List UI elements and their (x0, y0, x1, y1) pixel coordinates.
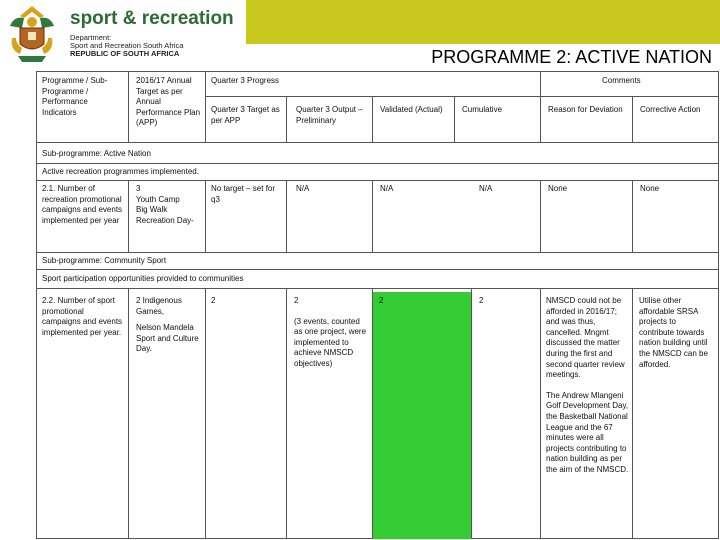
row2-reason-b: The Andrew Mlangeni Golf Development Day, the Basketball National League and the 67 minutes were all projects contributing to nation building as per the aim of the NMSCD. (546, 390, 629, 474)
row1-annual-target-item: Big Walk (136, 205, 168, 215)
row1-q3-output: N/A (296, 184, 310, 193)
col-divider-4-header (372, 96, 373, 143)
header-row-divider (36, 142, 719, 143)
col-divider-7-row2 (632, 288, 633, 539)
page-title: PROGRAMME 2: ACTIVE NATION (431, 47, 712, 67)
row2-q3-output-note: (3 events, counted as one project, were implemented to achieve NMSCD objectives) (294, 316, 367, 368)
col-header-validated: Validated (Actual) (380, 105, 443, 114)
col-divider-7-header (632, 96, 633, 143)
row2-q3-target: 2 (211, 296, 216, 305)
col-header-q3-output: Quarter 3 Output – Preliminary (296, 105, 363, 125)
row2-reason-a: NMSCD could not be afforded in 2016/17; and was thus, cancelled. Mngmt discussed the matter during the first and second quarter review meetings. (546, 296, 625, 380)
section1-objective-divider (36, 180, 719, 181)
table-border-top (36, 71, 719, 72)
row2-reason (546, 296, 630, 476)
header (0, 0, 720, 72)
row2-annual-target-b: Nelson Mandela Sport and Culture Day. (136, 323, 199, 354)
row2-cumulative: 2 (479, 296, 484, 305)
col-divider-4-row1 (372, 180, 373, 253)
col-header-corrective: Corrective Action (640, 105, 701, 114)
row1-q3-target: No target – set for q3 (211, 184, 276, 204)
row2-validated: 2 (379, 296, 384, 305)
section2-title-divider (36, 269, 719, 270)
section1-title-divider (36, 163, 719, 164)
row1-indicator: 2.1. Number of recreation promotional campaigns and events implemented per year (42, 184, 123, 225)
logo-area (0, 0, 246, 72)
col-divider-1-header (128, 71, 129, 143)
row2-annual-target-a: 2 Indigenous Games, (136, 296, 182, 316)
col-divider-1-row2 (128, 288, 129, 539)
section1-objective: Active recreation programmes implemented. (42, 167, 199, 176)
row1-validated: N/A (380, 184, 394, 193)
row1-reason: None (548, 184, 568, 193)
col-divider-7-row1 (632, 180, 633, 253)
col-divider-3-header (286, 96, 287, 143)
row1-divider (36, 252, 719, 253)
col-header-indicator: Programme / Sub-Programme / Performance Indicators (42, 76, 108, 117)
col-divider-2-header (205, 71, 206, 143)
table-border-right (718, 71, 719, 539)
col-header-reason: Reason for Deviation (548, 105, 623, 114)
progress-subheader-divider (205, 96, 719, 97)
col-divider-5-row2 (471, 288, 472, 539)
col-divider-3-row1 (286, 180, 287, 253)
brand-name: sport & recreation (70, 8, 234, 29)
row2-corrective: Utilise other affordable SRSA projects to contribute towards nation building until the NMSCD can be afforded. (639, 296, 708, 369)
col-divider-2-row2 (205, 288, 206, 539)
col-header-comments: Comments (602, 76, 641, 85)
republic-label: REPUBLIC OF SOUTH AFRICA (70, 49, 180, 58)
col-divider-2-row1 (205, 180, 206, 253)
row2-indicator: 2.2. Number of sport promotional campaigns and events implemented per year. (42, 296, 123, 337)
department-block (70, 34, 183, 58)
row1-corrective: None (640, 184, 660, 193)
section2-objective: Sport participation opportunities provided to communities (42, 274, 244, 283)
row1-annual-target-item: Recreation Day- (136, 215, 194, 225)
coat-of-arms-icon (4, 4, 60, 66)
col-header-q3-progress: Quarter 3 Progress (211, 76, 280, 85)
table-border-left (36, 71, 37, 539)
col-header-q3-target: Quarter 3 Target as per APP (211, 105, 280, 125)
col-divider-1-row1 (128, 180, 129, 253)
col-divider-5-header (454, 96, 455, 143)
row1-annual-target (136, 184, 202, 226)
col-divider-6-header (540, 71, 541, 143)
col-header-cumulative: Cumulative (462, 105, 503, 114)
row2-q3-output-value: 2 (294, 296, 299, 305)
row2-q3-output (294, 296, 370, 370)
row1-cumulative: N/A (479, 184, 493, 193)
row2-annual-target (136, 296, 202, 355)
validated-highlight-cell (373, 292, 471, 539)
col-header-annual-target: 2016/17 Annual Target as per Annual Performance Plan (APP) (136, 76, 201, 128)
department-name: Sport and Recreation South Africa (70, 41, 184, 50)
department-label: Department: (70, 33, 112, 42)
col-divider-6-row2 (540, 288, 541, 539)
col-divider-3-row2 (286, 288, 287, 539)
row1-annual-target-count: 3 (136, 184, 141, 193)
section2-title: Sub-programme: Community Sport (42, 256, 167, 265)
row1-annual-target-item: Youth Camp (136, 194, 180, 204)
col-divider-6-row1 (540, 180, 541, 253)
section2-objective-divider (36, 288, 719, 289)
section1-title: Sub-programme: Active Nation (42, 149, 151, 158)
